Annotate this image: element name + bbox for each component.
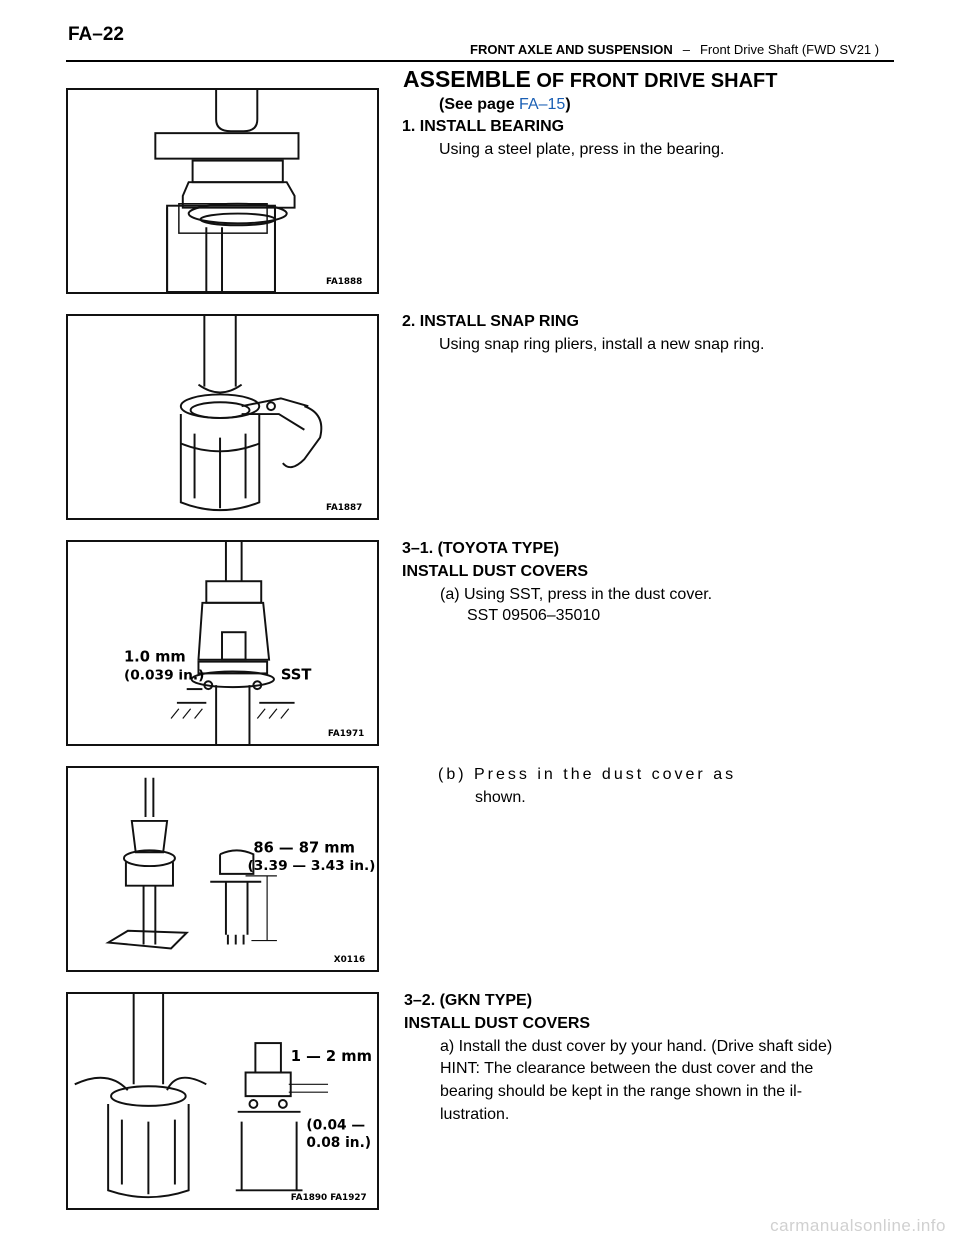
fig4-label-in: (3.39 — 3.43 in.)	[247, 857, 376, 874]
fig3-code: FA1971	[327, 729, 365, 740]
fig5-label-in2: 0.08 in.)	[306, 1135, 372, 1152]
see-page-link[interactable]: FA–15	[519, 96, 566, 113]
step3-b-line2: shown.	[475, 789, 526, 806]
running-header	[470, 42, 879, 57]
fig4-code: X0116	[333, 955, 366, 966]
fig3-label-mm: 1.0 mm	[123, 648, 186, 666]
fig3-label-sst: SST	[280, 666, 312, 684]
step3-sst: SST 09506–35010	[467, 607, 601, 624]
header-rule	[66, 60, 894, 62]
watermark: carmanualsonline.info	[770, 1216, 946, 1235]
toyota-dust-cover-illustration	[68, 542, 377, 744]
header-subsection: Front Drive Shaft (FWD SV21 )	[699, 42, 880, 57]
page-number: FA–22	[68, 24, 124, 45]
gkn-dust-cover-illustration	[68, 994, 377, 1208]
step4-hint-line1: HINT: The clearance between the dust cover and the	[440, 1060, 814, 1077]
step4-hint-line3: lustration.	[440, 1106, 510, 1123]
step3-a: (a) Using SST, press in the dust cover.	[440, 586, 713, 603]
header-separator: –	[682, 42, 690, 57]
fig4-label-mm: 86 — 87 mm	[253, 839, 355, 857]
step3-heading: 3–1. (TOYOTA TYPE)	[402, 540, 560, 557]
section-title	[403, 66, 777, 93]
step4-hint-line2: bearing should be kept in the range shown in the il-	[440, 1083, 803, 1100]
dust-cover-dimension-illustration	[68, 768, 377, 970]
fig5-label-in1: (0.04 —	[306, 1117, 366, 1134]
step4-subheading: INSTALL DUST COVERS	[404, 1015, 591, 1032]
see-page-prefix: (See page	[439, 96, 515, 113]
step2-heading: 2. INSTALL SNAP RING	[402, 313, 579, 330]
header-section: FRONT AXLE AND SUSPENSION	[470, 42, 673, 57]
snap-ring-illustration	[68, 316, 377, 518]
figure-gkn-dust-cover	[66, 992, 379, 1210]
step1-text: Using a steel plate, press in the bearing.	[439, 141, 725, 158]
step2-text: Using snap ring pliers, install a new snap ring.	[439, 336, 765, 353]
step3-subheading: INSTALL DUST COVERS	[402, 563, 589, 580]
fig5-code: FA1890 FA1927	[290, 1193, 367, 1204]
step3-b-line1: (b) Press in the dust cover as	[438, 766, 737, 783]
figure-dust-cover-dimension	[66, 766, 379, 972]
see-page-suffix: )	[565, 96, 571, 113]
fig3-label-in: (0.039 in.)	[123, 667, 205, 684]
fig5-label-mm: 1 — 2 mm	[290, 1047, 372, 1065]
bearing-press-illustration	[68, 90, 377, 292]
figure-toyota-dust-cover	[66, 540, 379, 746]
fig1-code: FA1888	[325, 277, 363, 288]
step4-heading: 3–2. (GKN TYPE)	[404, 992, 533, 1009]
fig2-code: FA1887	[325, 503, 363, 514]
step4-a: a) Install the dust cover by your hand. (Drive shaft side)	[440, 1038, 833, 1055]
section-title-lead: ASSEMBLE	[403, 66, 531, 92]
figure-install-snap-ring	[66, 314, 379, 520]
step1-heading: 1. INSTALL BEARING	[402, 118, 565, 135]
section-title-rest: OF FRONT DRIVE SHAFT	[536, 70, 778, 92]
see-page-reference	[439, 96, 571, 114]
figure-install-bearing	[66, 88, 379, 294]
